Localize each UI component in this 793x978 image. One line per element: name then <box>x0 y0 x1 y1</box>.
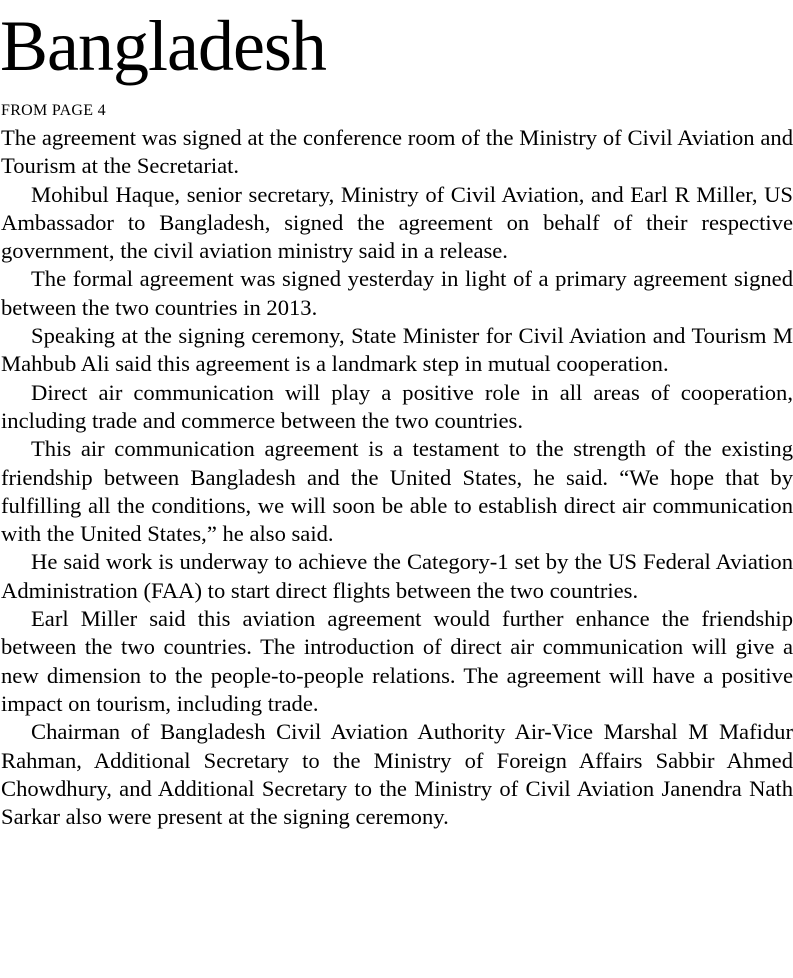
headline: Bangladesh <box>0 6 326 86</box>
paragraph: Direct air communication will play a positive role in all areas of cooperation, including trade and commerce between the two countries. <box>1 379 793 433</box>
jump-line: FROM PAGE 4 <box>1 102 106 119</box>
paragraph: Speaking at the signing ceremony, State Minister for Civil Aviation and Tourism M Mahbub Ali said this agreement is a landmark step in mutual cooperation. <box>1 323 793 377</box>
paragraph: The agreement was signed at the conference room of the Ministry of Civil Aviation and Tourism at the Secretariat. <box>1 125 793 179</box>
article-body <box>1 124 793 831</box>
paragraph: He said work is underway to achieve the Category-1 set by the US Federal Aviation Administration (FAA) to start direct flights between the two countries. <box>1 549 793 603</box>
paragraph: Chairman of Bangladesh Civil Aviation Authority Air-Vice Marshal M Mafidur Rahman, Additional Secretary to the Ministry of Foreign Affairs Sabbir Ahmed Chowdhury, and Additional Secretary to the Ministry of Civil Aviation Janendra Nath Sarkar also were present at the signing ceremony. <box>1 719 793 830</box>
paragraph: The formal agreement was signed yesterday in light of a primary agreement signed between the two countries in 2013. <box>1 266 793 320</box>
paragraph: Mohibul Haque, senior secretary, Ministry of Civil Aviation, and Earl R Miller, US Ambassador to Bangladesh, signed the agreement on behalf of their respective government, the civil aviation ministry said in a release. <box>1 181 793 264</box>
paragraph: This air communication agreement is a testament to the strength of the existing friendship between Bangladesh and the United States, he said. “We hope that by fulfilling all the conditions, we will soon be able to establish direct air communication with the United States,” he also said. <box>1 436 793 547</box>
paragraph: Earl Miller said this aviation agreement would further enhance the friendship between the two countries. The introduction of direct air communication will give a new dimension to the people-to-people relations. The agreement will have a positive impact on tourism, including trade. <box>1 606 793 716</box>
